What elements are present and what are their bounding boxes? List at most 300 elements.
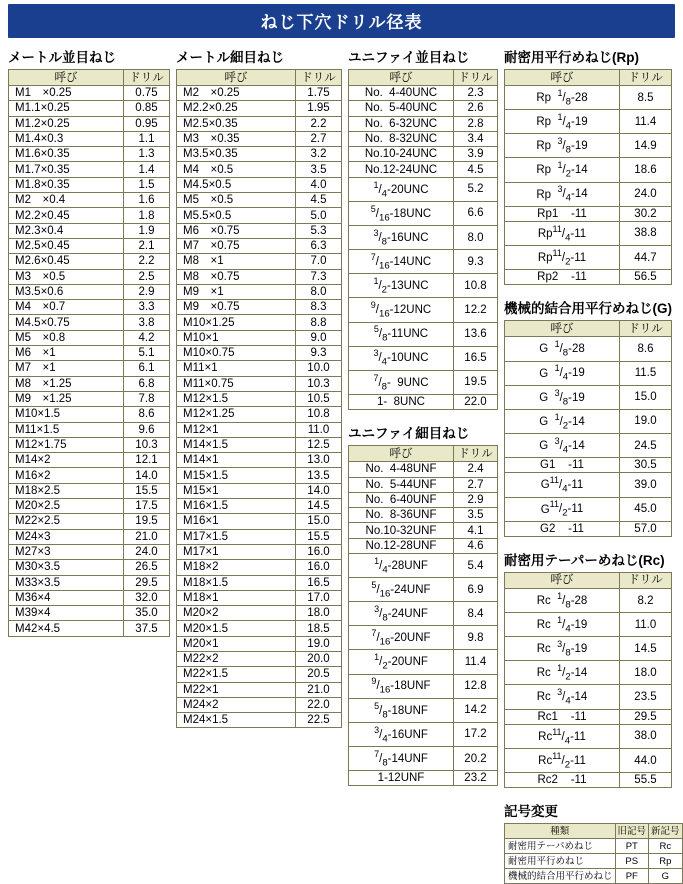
- table-row: [9, 391, 170, 406]
- table-row: [349, 274, 498, 298]
- cell-drill-diameter: 12.8: [454, 674, 498, 698]
- cell-thread-name: M3.5×0.6: [9, 284, 124, 299]
- table-row: [177, 346, 342, 361]
- table-row: [9, 269, 170, 284]
- tbody-metric-fine: [177, 86, 342, 728]
- cell-drill-diameter: 1.9: [124, 223, 170, 238]
- cell-thread-name: $^7/_8-$ 9UNC: [349, 370, 454, 394]
- cell-drill-diameter: 10.3: [124, 437, 170, 452]
- table-rp: [504, 69, 672, 285]
- cell-drill-diameter: 10.3: [296, 376, 342, 391]
- tbody-unified-coarse: [349, 86, 498, 410]
- col-header-name: 呼び: [177, 70, 296, 86]
- cell-thread-name: $^5/_8-11UNC$: [349, 322, 454, 346]
- cell-drill-diameter: 5.2: [454, 177, 498, 201]
- table-row: [9, 606, 170, 621]
- cell-drill-diameter: 16.0: [296, 560, 342, 575]
- table-row: [9, 223, 170, 238]
- table-row: [9, 193, 170, 208]
- cell-drill-diameter: 20.0: [296, 651, 342, 666]
- section-title-notation: 記号変更: [504, 804, 558, 820]
- cell-drill-diameter: 14.9: [620, 134, 672, 158]
- cell-drill-diameter: 3.9: [454, 147, 498, 162]
- table-row: [505, 409, 672, 433]
- cell-thread-name: G $^3/_4-14$: [505, 433, 620, 457]
- table-row: [505, 270, 672, 285]
- cell-thread-name: M7 ×1: [9, 361, 124, 376]
- cell-thread-name: Rc $^3/_8-19$: [505, 637, 620, 661]
- cell-thread-name: No.10-32UNF: [349, 523, 454, 538]
- cell-thread-name: $G^{11}/_4-11$: [505, 473, 620, 497]
- cell-thread-name: $^1/_4-28UNF$: [349, 553, 454, 577]
- cell-thread-name: $^9/_{16}-12UNC$: [349, 298, 454, 322]
- cell-drill-diameter: 9.6: [124, 422, 170, 437]
- cell-drill-diameter: 14.0: [124, 468, 170, 483]
- table-row: [349, 578, 498, 602]
- cell-drill-diameter: 8.6: [124, 407, 170, 422]
- table-row: [9, 376, 170, 391]
- table-row: [349, 201, 498, 225]
- cell-drill-diameter: 8.4: [454, 602, 498, 626]
- table-row: [177, 86, 342, 101]
- cell-thread-name: M18×1: [177, 590, 296, 605]
- cell-thread-name: $Rp^{11}/_2-11$: [505, 246, 620, 270]
- cell-drill-diameter: 20.2: [454, 746, 498, 770]
- cell-drill-diameter: 29.5: [620, 709, 672, 724]
- cell-drill-diameter: 17.2: [454, 722, 498, 746]
- cell-thread-name: Rp $^1/_2-14$: [505, 158, 620, 182]
- table-row: [9, 177, 170, 192]
- table-row: [177, 651, 342, 666]
- cell-drill-diameter: 9.3: [296, 346, 342, 361]
- cell-drill-diameter: 3.3: [124, 300, 170, 315]
- cell-thread-name: $^1/_2-13UNC$: [349, 274, 454, 298]
- cell-drill-diameter: 3.5: [296, 162, 342, 177]
- table-row: [349, 394, 498, 409]
- cell-thread-name: Rc $^1/_4-19$: [505, 613, 620, 637]
- cell-thread-name: M6 ×1: [9, 346, 124, 361]
- cell-thread-name: $^5/_{16}-18UNC$: [349, 201, 454, 225]
- table-row: [177, 697, 342, 712]
- cell-thread-name: No. 4-48UNF: [349, 462, 454, 477]
- cell-thread-name: Rc1 -11: [505, 709, 620, 724]
- table-row: [505, 613, 672, 637]
- cell-thread-name: M14×1: [177, 453, 296, 468]
- cell-thread-name: M2.5×0.35: [177, 116, 296, 131]
- cell-thread-name: M9 ×1: [177, 284, 296, 299]
- cell-thread-name: M1.8×0.35: [9, 177, 124, 192]
- cell-drill-diameter: 26.5: [124, 560, 170, 575]
- col-header-drill: ドリル: [620, 321, 672, 337]
- cell-thread-name: M8 ×1: [177, 254, 296, 269]
- cell-drill-diameter: 17.0: [296, 590, 342, 605]
- cell-drill-diameter: 16.5: [296, 575, 342, 590]
- cell-thread-name: M30×3.5: [9, 560, 124, 575]
- cell-thread-name: M16×1: [177, 514, 296, 529]
- table-row: [9, 544, 170, 559]
- cell-thread-name: $^5/_8-18UNF$: [349, 698, 454, 722]
- table-row: [177, 254, 342, 269]
- cell-drill-diameter: 11.5: [620, 361, 672, 385]
- cell-thread-name: G $^1/_2-14$: [505, 409, 620, 433]
- cell-thread-name: M10×0.75: [177, 346, 296, 361]
- table-row: [505, 685, 672, 709]
- cell-drill-diameter: 38.0: [620, 724, 672, 748]
- cell-drill-diameter: 14.2: [454, 698, 498, 722]
- table-row: [177, 330, 342, 345]
- table-row: [505, 854, 683, 869]
- table-row: [349, 346, 498, 370]
- cell-drill-diameter: 1.95: [296, 101, 342, 116]
- cell-thread-name: No. 8-36UNF: [349, 508, 454, 523]
- table-row: [349, 477, 498, 492]
- cell-drill-diameter: 9.0: [296, 330, 342, 345]
- cell-drill-diameter: 9.8: [454, 626, 498, 650]
- cell-thread-name: M5 ×0.8: [9, 330, 124, 345]
- table-row: [505, 433, 672, 457]
- cell-drill-diameter: 0.95: [124, 116, 170, 131]
- col-header-drill: ドリル: [124, 70, 170, 86]
- section-title-g: 機械的結合用平行めねじ(G): [504, 301, 672, 317]
- cell-thread-name: G $^1/_4-19$: [505, 361, 620, 385]
- cell-drill-diameter: 22.0: [454, 394, 498, 409]
- cell-thread-name: G1 -11: [505, 458, 620, 473]
- table-row: [177, 499, 342, 514]
- cell-drill-diameter: 4.2: [124, 330, 170, 345]
- table-row: [505, 158, 672, 182]
- cell-drill-diameter: 22.5: [296, 713, 342, 728]
- cell-thread-name: $Rc^{11}/_2-11$: [505, 748, 620, 772]
- cell-drill-diameter: 8.2: [620, 588, 672, 612]
- cell-thread-name: Rp1 -11: [505, 206, 620, 221]
- cell-thread-name: Rc $^1/_2-14$: [505, 661, 620, 685]
- cell-thread-name: $G^{11}/_2-11$: [505, 497, 620, 521]
- section-title-rp: 耐密用平行めねじ(Rp): [504, 50, 639, 65]
- cell-drill-diameter: 20.5: [296, 667, 342, 682]
- cell-drill-diameter: 11.0: [296, 422, 342, 437]
- table-row: [177, 621, 342, 636]
- cell-drill-diameter: 3.2: [296, 147, 342, 162]
- table-row: [9, 437, 170, 452]
- cell-drill-diameter: 13.0: [296, 453, 342, 468]
- table-row: [9, 560, 170, 575]
- cell-thread-name: Rp $^3/_4-14$: [505, 182, 620, 206]
- cell-thread-name: M2 ×0.4: [9, 193, 124, 208]
- column-unified: [346, 44, 502, 884]
- cell-drill-diameter: 10.5: [296, 391, 342, 406]
- table-row: [505, 221, 672, 245]
- cell-thread-name: M12×1.75: [9, 437, 124, 452]
- table-row: [177, 131, 342, 146]
- table-row: [505, 473, 672, 497]
- cell-drill-diameter: 11.4: [620, 110, 672, 134]
- table-row: [177, 483, 342, 498]
- cell-new-symbol: Rc: [649, 839, 683, 854]
- cell-thread-name: $^1/_4-20UNC$: [349, 177, 454, 201]
- table-row: [349, 746, 498, 770]
- cell-drill-diameter: 8.0: [296, 284, 342, 299]
- table-row: [505, 361, 672, 385]
- cell-drill-diameter: 2.3: [454, 86, 498, 101]
- table-row: [349, 602, 498, 626]
- table-columns: [0, 44, 683, 884]
- table-row: [9, 453, 170, 468]
- table-row: [9, 284, 170, 299]
- cell-thread-name: M4.5×0.75: [9, 315, 124, 330]
- cell-drill-diameter: 12.1: [124, 453, 170, 468]
- col-header-old: 旧記号: [615, 824, 649, 839]
- cell-old-symbol: PS: [615, 854, 649, 869]
- cell-drill-diameter: 2.7: [296, 131, 342, 146]
- cell-thread-name: M4 ×0.7: [9, 300, 124, 315]
- cell-drill-diameter: 24.5: [620, 433, 672, 457]
- cell-thread-name: $^3/_4-16UNF$: [349, 722, 454, 746]
- tbody-rc: [505, 588, 672, 787]
- cell-kind: 耐密用平行めねじ: [505, 854, 616, 869]
- cell-drill-diameter: 0.85: [124, 101, 170, 116]
- table-row: [349, 101, 498, 116]
- cell-thread-name: M14×1.5: [177, 437, 296, 452]
- cell-drill-diameter: 57.0: [620, 521, 672, 536]
- cell-thread-name: M22×2: [177, 651, 296, 666]
- cell-drill-diameter: 14.5: [620, 637, 672, 661]
- cell-drill-diameter: 44.7: [620, 246, 672, 270]
- cell-thread-name: M16×1.5: [177, 499, 296, 514]
- table-row: [349, 626, 498, 650]
- cell-thread-name: $Rc^{11}/_4-11$: [505, 724, 620, 748]
- tbody-g: [505, 337, 672, 536]
- cell-thread-name: M1.4×0.3: [9, 131, 124, 146]
- cell-thread-name: M1.1×0.25: [9, 101, 124, 116]
- cell-drill-diameter: 23.5: [620, 685, 672, 709]
- cell-thread-name: No. 5-40UNC: [349, 101, 454, 116]
- cell-thread-name: M10×1: [177, 330, 296, 345]
- table-row: [177, 682, 342, 697]
- table-row: [505, 661, 672, 685]
- cell-thread-name: M20×2: [177, 606, 296, 621]
- table-row: [9, 575, 170, 590]
- table-header-row: [505, 572, 672, 588]
- cell-thread-name: M4 ×0.5: [177, 162, 296, 177]
- col-header-drill: ドリル: [296, 70, 342, 86]
- cell-thread-name: Rp2 -11: [505, 270, 620, 285]
- cell-thread-name: G2 -11: [505, 521, 620, 536]
- table-row: [505, 869, 683, 884]
- cell-drill-diameter: 30.5: [620, 458, 672, 473]
- cell-thread-name: M17×1.5: [177, 529, 296, 544]
- table-row: [349, 116, 498, 131]
- cell-thread-name: M20×1.5: [177, 621, 296, 636]
- cell-drill-diameter: 19.0: [620, 409, 672, 433]
- cell-thread-name: $^7/_8-14UNF$: [349, 746, 454, 770]
- cell-thread-name: $^5/_{16}-24UNF$: [349, 578, 454, 602]
- cell-drill-diameter: 14.5: [296, 499, 342, 514]
- cell-thread-name: $Rp^{11}/_4-11$: [505, 221, 620, 245]
- section-title-unified-fine: ユニファイ細目ねじ: [348, 426, 470, 442]
- cell-thread-name: No. 4-40UNC: [349, 86, 454, 101]
- section-title-metric-coarse: メートル並目ねじ: [8, 50, 116, 65]
- cell-drill-diameter: 16.0: [296, 544, 342, 559]
- cell-thread-name: M24×3: [9, 529, 124, 544]
- cell-drill-diameter: 2.2: [124, 254, 170, 269]
- cell-drill-diameter: 0.75: [124, 86, 170, 101]
- table-row: [9, 514, 170, 529]
- table-row: [9, 422, 170, 437]
- page-title: ねじ下穴ドリル径表: [8, 4, 675, 38]
- table-row: [9, 361, 170, 376]
- cell-thread-name: M24×2: [177, 697, 296, 712]
- table-row: [505, 206, 672, 221]
- cell-drill-diameter: 1.75: [296, 86, 342, 101]
- cell-new-symbol: Rp: [649, 854, 683, 869]
- cell-drill-diameter: 24.0: [620, 182, 672, 206]
- table-row: [9, 208, 170, 223]
- cell-drill-diameter: 1.6: [124, 193, 170, 208]
- cell-thread-name: M15×1: [177, 483, 296, 498]
- cell-thread-name: Rp $^1/_4-19$: [505, 110, 620, 134]
- cell-drill-diameter: 21.0: [124, 529, 170, 544]
- cell-thread-name: M5.5×0.5: [177, 208, 296, 223]
- cell-thread-name: M2.2×0.45: [9, 208, 124, 223]
- cell-drill-diameter: 11.4: [454, 650, 498, 674]
- cell-drill-diameter: 1.3: [124, 147, 170, 162]
- table-header-row: [9, 70, 170, 86]
- cell-drill-diameter: 1.8: [124, 208, 170, 223]
- table-row: [177, 116, 342, 131]
- cell-thread-name: $^1/_2-20UNF$: [349, 650, 454, 674]
- table-row: [9, 254, 170, 269]
- cell-thread-name: M16×2: [9, 468, 124, 483]
- table-metric-fine: [176, 69, 342, 728]
- cell-thread-name: M1.2×0.25: [9, 116, 124, 131]
- table-metric-coarse: [8, 69, 170, 637]
- cell-thread-name: M42×4.5: [9, 621, 124, 636]
- table-row: [349, 86, 498, 101]
- cell-drill-diameter: 3.4: [454, 131, 498, 146]
- table-row: [505, 182, 672, 206]
- cell-old-symbol: PT: [615, 839, 649, 854]
- cell-drill-diameter: 56.5: [620, 270, 672, 285]
- table-g: [504, 320, 672, 536]
- cell-drill-diameter: 5.0: [296, 208, 342, 223]
- cell-drill-diameter: 2.4: [454, 462, 498, 477]
- table-row: [177, 636, 342, 651]
- cell-thread-name: M11×1: [177, 361, 296, 376]
- cell-drill-diameter: 12.5: [296, 437, 342, 452]
- table-row: [177, 177, 342, 192]
- cell-thread-name: M6 ×0.75: [177, 223, 296, 238]
- cell-drill-diameter: 14.0: [296, 483, 342, 498]
- column-pipe-threads: [502, 44, 680, 884]
- cell-drill-diameter: 9.3: [454, 250, 498, 274]
- cell-thread-name: $^7/_{16}-20UNF$: [349, 626, 454, 650]
- cell-drill-diameter: 29.5: [124, 575, 170, 590]
- col-header-name: 呼び: [505, 572, 620, 588]
- table-row: [349, 226, 498, 250]
- cell-drill-diameter: 5.1: [124, 346, 170, 361]
- col-header-name: 呼び: [349, 446, 454, 462]
- cell-drill-diameter: 8.0: [454, 226, 498, 250]
- table-row: [177, 590, 342, 605]
- table-row: [349, 298, 498, 322]
- cell-drill-diameter: 10.8: [296, 407, 342, 422]
- table-row: [9, 330, 170, 345]
- cell-thread-name: M2.5×0.45: [9, 238, 124, 253]
- table-row: [349, 508, 498, 523]
- cell-drill-diameter: 37.5: [124, 621, 170, 636]
- col-header-drill: ドリル: [620, 572, 672, 588]
- table-row: [9, 529, 170, 544]
- cell-thread-name: G $^1/_8-28$: [505, 337, 620, 361]
- cell-thread-name: No. 5-44UNF: [349, 477, 454, 492]
- table-row: [9, 238, 170, 253]
- table-row: [505, 246, 672, 270]
- cell-drill-diameter: 24.0: [124, 544, 170, 559]
- cell-thread-name: M18×1.5: [177, 575, 296, 590]
- cell-drill-diameter: 1.5: [124, 177, 170, 192]
- cell-drill-diameter: 19.5: [454, 370, 498, 394]
- table-row: [505, 773, 672, 788]
- table-unified-fine: [348, 445, 498, 786]
- cell-kind: 耐密用テーパめねじ: [505, 839, 616, 854]
- col-header-new: 新記号: [649, 824, 683, 839]
- cell-thread-name: No.12-28UNF: [349, 538, 454, 553]
- cell-drill-diameter: 15.0: [296, 514, 342, 529]
- col-header-name: 呼び: [505, 70, 620, 86]
- cell-drill-diameter: 16.5: [454, 346, 498, 370]
- cell-drill-diameter: 5.4: [454, 553, 498, 577]
- cell-thread-name: 1-12UNF: [349, 771, 454, 786]
- col-header-name: 呼び: [9, 70, 124, 86]
- cell-thread-name: M12×1: [177, 422, 296, 437]
- cell-thread-name: No. 6-40UNF: [349, 492, 454, 507]
- table-row: [349, 177, 498, 201]
- table-row: [505, 497, 672, 521]
- cell-thread-name: M10×1.5: [9, 407, 124, 422]
- section-title-rc: 耐密用テーパーめねじ(Rc): [504, 552, 665, 568]
- cell-thread-name: M36×4: [9, 590, 124, 605]
- col-header-drill: ドリル: [620, 70, 672, 86]
- cell-drill-diameter: 8.5: [620, 86, 672, 110]
- cell-thread-name: Rc2 -11: [505, 773, 620, 788]
- cell-drill-diameter: 6.9: [454, 578, 498, 602]
- cell-thread-name: M10×1.25: [177, 315, 296, 330]
- cell-thread-name: No.10-24UNC: [349, 147, 454, 162]
- tbody-unified-fine: [349, 462, 498, 786]
- cell-drill-diameter: 6.1: [124, 361, 170, 376]
- cell-thread-name: M2 ×0.25: [177, 86, 296, 101]
- cell-thread-name: M14×2: [9, 453, 124, 468]
- table-row: [177, 193, 342, 208]
- cell-drill-diameter: 4.6: [454, 538, 498, 553]
- cell-thread-name: 1- 8UNC: [349, 394, 454, 409]
- cell-drill-diameter: 2.1: [124, 238, 170, 253]
- cell-drill-diameter: 8.6: [620, 337, 672, 361]
- table-row: [505, 385, 672, 409]
- cell-drill-diameter: 4.5: [296, 193, 342, 208]
- cell-drill-diameter: 38.8: [620, 221, 672, 245]
- cell-thread-name: M9 ×1.25: [9, 391, 124, 406]
- cell-drill-diameter: 35.0: [124, 606, 170, 621]
- cell-drill-diameter: 18.0: [296, 606, 342, 621]
- table-row: [349, 538, 498, 553]
- cell-thread-name: $^9/_{16}-18UNF$: [349, 674, 454, 698]
- col-header-name: 呼び: [505, 321, 620, 337]
- cell-drill-diameter: 4.1: [454, 523, 498, 538]
- table-row: [177, 422, 342, 437]
- cell-thread-name: M24×1.5: [177, 713, 296, 728]
- tbody-metric-coarse: [9, 86, 170, 637]
